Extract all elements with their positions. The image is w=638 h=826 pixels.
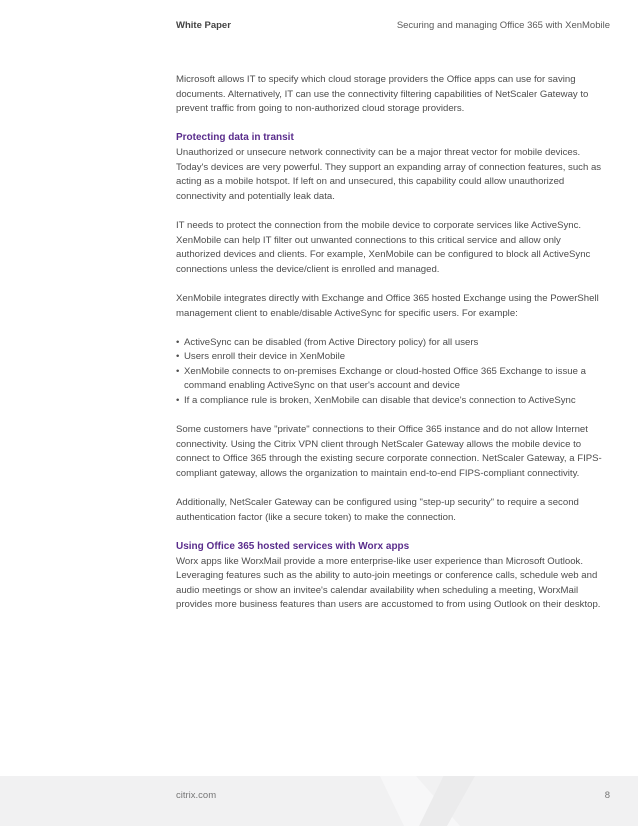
list-item: • ActiveSync can be disabled (from Active Directory policy) for all users bbox=[176, 336, 608, 351]
list-item: • If a compliance rule is broken, XenMobile can disable that device's connection to ActiveSync bbox=[176, 394, 608, 409]
paragraph-step-up-security: Additionally, NetScaler Gateway can be configured using "step-up security" to require a second authentication factor (like a secure token) to make the connection. bbox=[176, 497, 579, 523]
heading-protecting-data: Protecting data in transit bbox=[176, 132, 294, 144]
heading-worx-apps: Using Office 365 hosted services with Worx apps bbox=[176, 541, 410, 552]
paragraph-exchange-integration: XenMobile integrates directly with Exchange and Office 365 hosted Exchange using the PowerShell management client to enable/disable ActiveSync for specific users. For example: bbox=[176, 292, 599, 319]
page-header bbox=[176, 20, 610, 34]
list-item: • Users enroll their device in XenMobile bbox=[176, 350, 608, 365]
paragraph-unauthorized-connectivity: Unauthorized or unsecure network connectivity can be a major threat vector for mobile devices. Today's devices are very powerful. They support an expanding array of connection features, such as acting as a mobile hotspot. If left on and unsecured, this capability could allow unauthorized connectivity and potentially leak data. bbox=[176, 146, 602, 202]
paragraph-protect-connection: IT needs to protect the connection from the mobile device to corporate services like ActiveSync. XenMobile can help IT filter out unwanted connections to this critical service and allow only authorized devices and clients. For example, XenMobile can be configured to block all ActiveSync connections unless the device/client is enrolled and managed. bbox=[176, 219, 591, 275]
paragraph-worxmail: Worx apps like WorxMail provide a more enterprise-like user experience than Microsoft Outlook. Leveraging features such as the ability to auto-join meetings or conference calls, schedule web and audio meetings or show an invitee's calendar availability when scheduling a meeting, WorxMail provides more business features than users are accustomed to from using Outlook on their desktop. bbox=[176, 555, 601, 611]
document-type-label: White Paper bbox=[176, 20, 231, 31]
activesync-bullet-list bbox=[176, 336, 608, 409]
page-footer bbox=[0, 776, 638, 826]
page-number: 8 bbox=[604, 790, 610, 801]
list-item: • XenMobile connects to on-premises Exchange or cloud-hosted Office 365 Exchange to issue a command enabling ActiveSync on that user's account and device bbox=[176, 365, 608, 394]
paragraph-cloud-storage: Microsoft allows IT to specify which cloud storage providers the Office apps can use for saving documents. Alternatively, IT can use the connectivity filtering capabilities of NetScaler Gateway to prevent traffic from going to non-authorized cloud storage providers. bbox=[176, 74, 589, 115]
footer-website-link[interactable]: citrix.com bbox=[176, 790, 217, 801]
page-content bbox=[176, 73, 608, 628]
document-title: Securing and managing Office 365 with XenMobile bbox=[396, 20, 610, 31]
paragraph-private-connections: Some customers have "private" connections to their Office 365 instance and do not allow Internet connectivity. Using the Citrix VPN client through NetScaler Gateway allows the mobile device to connect to Office 365 through the existing secure corporate connection. NetScaler Gateway, a FIPS-compliant gateway, allows the organization to maintain end-to-end FIPS-compliant connectivity. bbox=[176, 424, 602, 480]
